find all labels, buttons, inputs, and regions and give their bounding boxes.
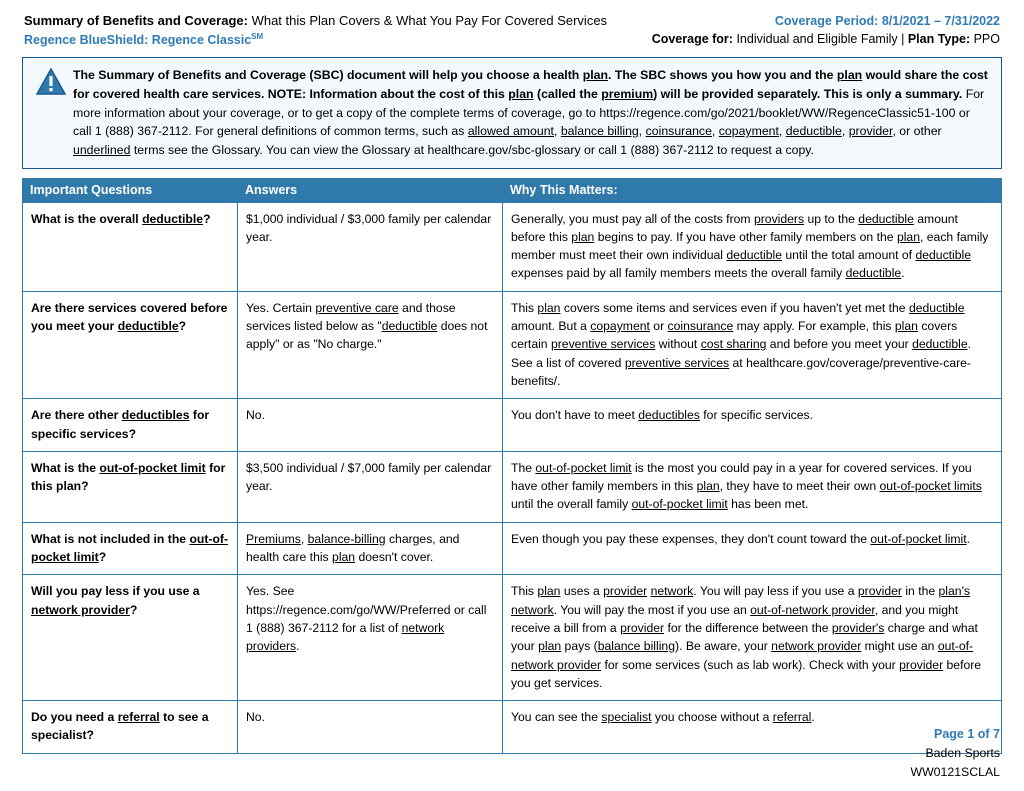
notice-p2-u2: balance billing [560,124,639,139]
table-row [23,399,1002,452]
footer-form-id: WW0121SCLAL [910,764,1000,779]
plan-brand-superscript: SM [251,31,264,41]
document-title [24,12,607,31]
footer-group-name: Baden Sports [925,746,1000,761]
row-why: You don't have to meet deductibles for specific services. [503,399,1002,452]
question-text-pre: What is the [31,460,100,475]
page-footer [910,725,1000,781]
question-text-pre: Will you pay less if you use a [31,584,200,599]
table-body [23,202,1002,753]
question-text-post: for this plan? [31,460,226,494]
question-term: deductible [117,319,179,334]
document-title-bold: Summary of Benefits and Coverage: [24,13,248,28]
benefits-questions-table [22,178,1002,754]
notice-p2-4: , [711,124,719,139]
notice-p1-u1: plan [582,68,609,83]
row-answer: Yes. Certain preventive care and those services listed below as "deductible does not apply" or as "No charge." [238,291,503,398]
notice-p1-b4: (called the [533,86,602,101]
row-question [23,399,238,452]
row-question [23,291,238,398]
coverage-period [652,12,1000,30]
notice-p2-3: , [638,124,646,139]
question-text-pre: Are there other [31,408,122,423]
table-row [23,575,1002,701]
table-row [23,522,1002,575]
notice-p2-6: , [841,124,849,139]
row-why: This plan covers some items and services even if you haven't yet met the deductible amount. But a copayment or coinsurance may apply. For example, this plan covers certain preventive services without cost sharing and before you meet your deductible. See a list of covered preventive services at healthcare.gov/coverage/preventive-care-benefits/. [503,291,1002,398]
row-question [23,575,238,701]
notice-p2-7: , or other [892,124,942,139]
document-title-rest: What this Plan Covers & What You Pay For Covered Services [247,13,608,28]
coverage-period-value: 8/1/2021 – 7/31/2022 [878,14,1000,28]
coverage-for-value: Individual and Eligible Family | [732,32,908,47]
row-why: You can see the specialist you choose without a referral. [503,701,1002,754]
question-text-post: ? [178,319,187,334]
question-text-pre: What is not included in the [31,531,190,546]
notice-p2-2: , [553,124,561,139]
plan-type-label: Plan Type: [907,32,971,47]
notice-p2-u5: deductible [785,124,842,139]
column-header-why: Why This Matters: [503,178,1002,202]
question-text-post: ? [129,602,138,617]
plan-brand-text: Regence BlueShield: Regence Classic [24,33,252,47]
question-text-post: to see a specialist? [31,710,209,743]
notice-p2-u1: allowed amount [467,124,554,139]
row-answer: $1,000 individual / $3,000 family per calendar year. [238,202,503,291]
table-header-row [23,178,1002,202]
row-question [23,522,238,575]
question-text-pre: Do you need a [31,710,118,725]
question-term: network provider [31,602,130,617]
column-header-answers: Answers [238,178,503,202]
notice-p1-u4: premium [601,86,654,101]
notice-p2-u4: copayment [718,124,779,139]
question-term: deductible [142,211,204,226]
plan-brand [24,31,607,49]
sbc-notice-box [22,57,1002,168]
table-row [23,202,1002,291]
question-term: referral [117,710,160,725]
question-term: out-of-pocket limit [99,460,206,475]
notice-p1-b5: ) will be provided separately. This is only a summary. [653,86,963,101]
row-why: Generally, you must pay all of the costs from providers up to the deductible amount before this plan begins to pay. If you have other family members on the plan, each family member must meet their own individual deductible until the total amount of deductible expenses paid by all family members meets the overall family deductible. [503,202,1002,291]
sbc-notice-text [71,66,991,159]
notice-p2-5: , [778,124,786,139]
header-right [652,12,1000,48]
row-answer: No. [238,701,503,754]
notice-p2-1: For more information about your coverage, or to get a copy of the complete terms of coverage, go to https://regence.com/go/2021/booklet/WW/RegenceClassic51-100 or call 1 (888) 367-2112. For general definitions of common terms, such as [73,86,985,139]
row-why: This plan uses a provider network. You will pay less if you use a provider in the plan's network. You will pay the most if you use an out-of-network provider, and you might receive a bill from a provider for the difference between the provider's charge and what your plan pays (balance billing). Be aware, your network provider might use an out-of-network provider for some services (such as lab work). Check with your provider before you get services. [503,575,1002,701]
row-answer: Premiums, balance-billing charges, and health care this plan doesn't cover. [238,522,503,575]
coverage-for [652,30,1000,48]
row-answer: $3,500 individual / $7,000 family per calendar year. [238,451,503,522]
coverage-for-label: Coverage for: [651,32,733,47]
question-term: deductibles [121,408,190,423]
question-text-pre: What is the overall [31,211,143,226]
question-text-pre: Are there services covered before you meet your [31,300,228,334]
notice-p2-8: terms see the Glossary. You can view the Glossary at healthcare.gov/sbc-glossary or call 1 (888) 367-2112 to request a copy. [130,142,814,157]
header-left [24,12,607,49]
notice-p2-u3: coinsurance [645,124,712,139]
row-question [23,701,238,754]
notice-p2-u6: provider [848,124,893,139]
notice-p1-u3: plan [508,86,534,101]
notice-p1-b3: would share the cost for covered health care services. NOTE: Information about the cost of this [73,68,988,101]
row-why: Even though you pay these expenses, they don't count toward the out-of-pocket limit. [503,522,1002,575]
table-row [23,291,1002,398]
row-answer: Yes. See https://regence.com/go/WW/Preferred or call 1 (888) 367-2112 for a list of network providers. [238,575,503,701]
notice-p1-b1: The Summary of Benefits and Coverage (SBC) document will help you choose a health [73,68,583,83]
plan-type-value: PPO [970,32,1000,47]
notice-p1-u2: plan [836,68,863,83]
page-number: Page 1 of 7 [934,727,1000,742]
question-text-post: ? [203,211,211,226]
document-header [22,10,1002,55]
table-row [23,451,1002,522]
column-header-questions: Important Questions [23,178,238,202]
row-question [23,202,238,291]
coverage-period-label: Coverage Period: [774,14,879,28]
notice-p1-b2: . The SBC shows you how you and the [608,68,837,83]
question-text-post: for specific services? [31,408,210,441]
row-why: The out-of-pocket limit is the most you could pay in a year for covered services. If you have other family members in this plan, they have to meet their own out-of-pocket limits until the overall family out-of-pocket limit has been met. [503,451,1002,522]
question-text-post: ? [98,550,107,565]
warning-icon [31,66,71,159]
question-term: out-of-pocket limit [31,531,229,565]
table-row [23,701,1002,754]
row-answer: No. [238,399,503,452]
notice-p2-u7: underlined [73,142,131,157]
row-question [23,451,238,522]
